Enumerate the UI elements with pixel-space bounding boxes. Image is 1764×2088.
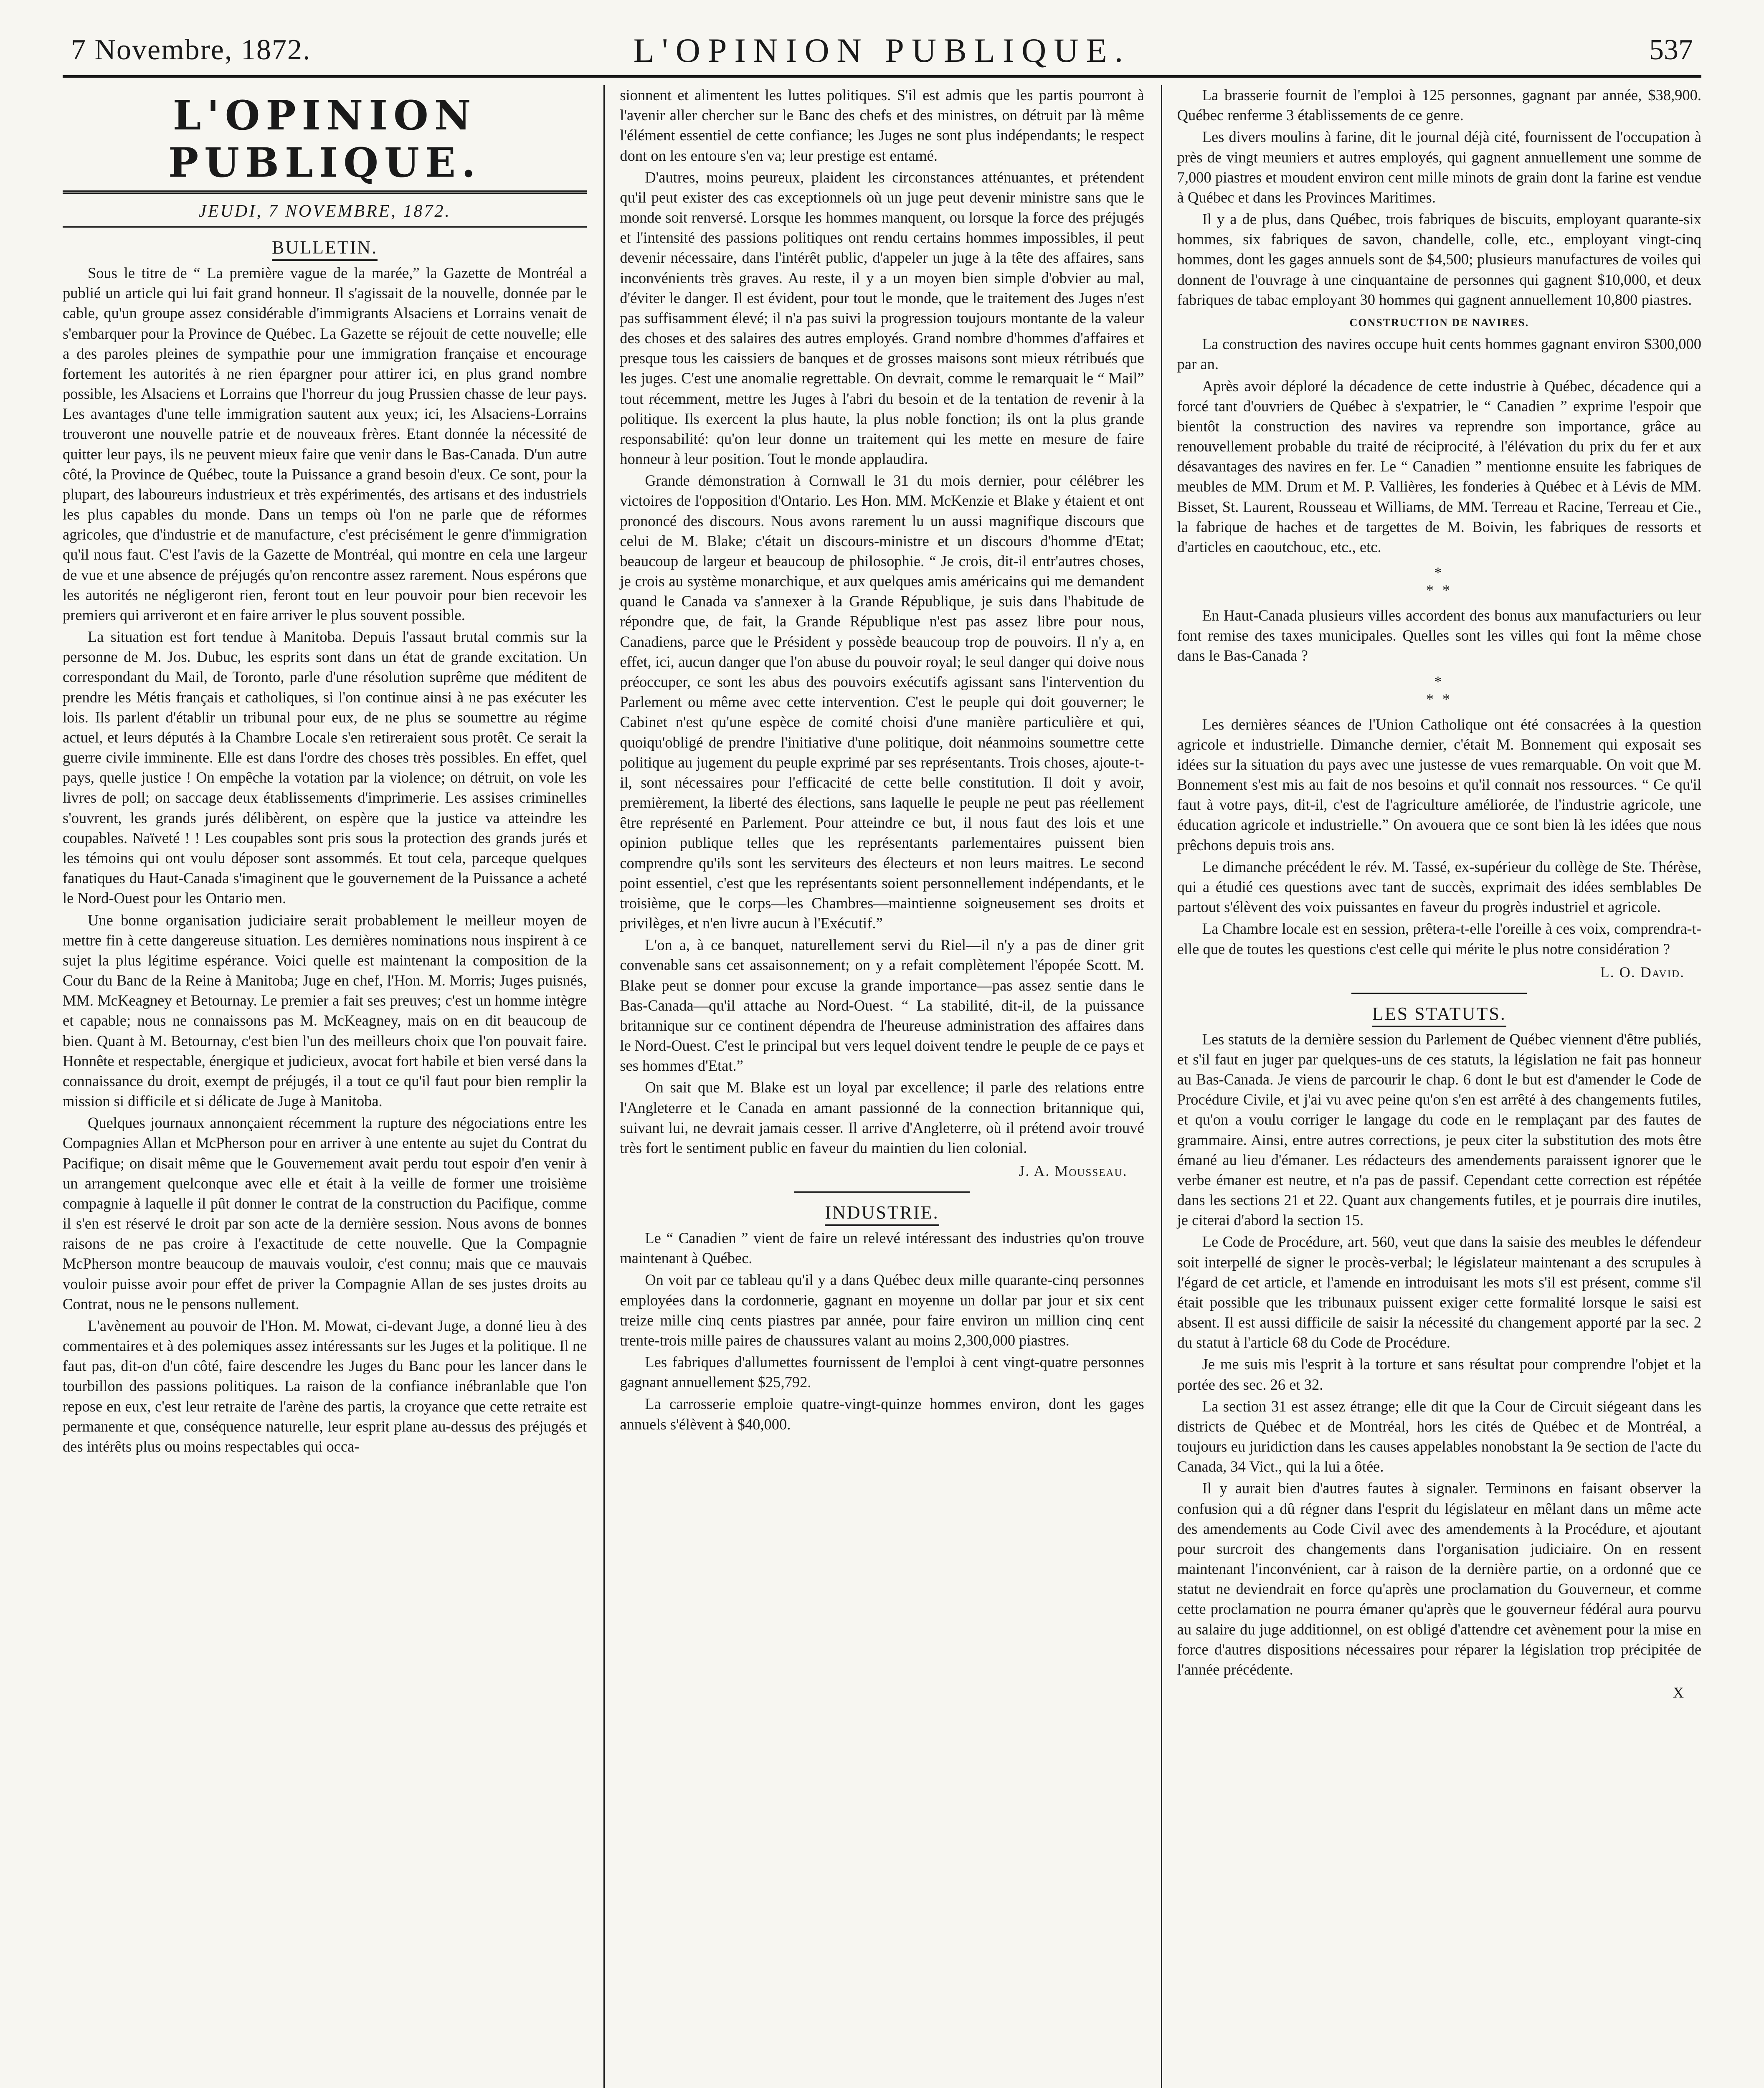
statuts-paragraph: Les statuts de la dernière session du Parlement de Québec viennent d'être publiés, et s'il faut en juger par quelques-uns de ces statuts, la législation ne fait pas honneur au Bas-Canada. Je viens de parcourir le chap. 6 dont le but est d'amender le Code de Procédure Civile, et j'ai vu avec peine qu'on s'en est arrêté à des changements futiles, et qu'on a voulu corriger le langage du code en le remplaçant par des fautes de grammaire. Ainsi, entre autres corrections, je peux citer la substitution des mots être émané au lieu d'émaner. Les rédacteurs des amendements paraissent ignorer que le verbe émaner est neutre, et n'a pas de passif. Cependant cette correction est répétée dans les sections 21 et 22. Quant aux changements futiles, et je pourrais dire inutiles, je citerai d'abord la section 15. xyxy=(1177,1030,1701,1229)
statuts-paragraph: Je me suis mis l'esprit à la torture et sans résultat pour comprendre l'objet et la portée des sec. 26 et 32. xyxy=(1177,1356,1701,1393)
section-divider xyxy=(794,1191,970,1193)
statuts-paragraph: Il y aurait bien d'autres fautes à signaler. Terminons en faisant observer la confusion qui a dû régner dans l'esprit du législateur en mêlant dans un même acte des amendements au Code Civil avec des amendements à la Procédure, et ajoutant pour surcroit des changements dans l'organisation judiciaire. On en ressent maintenant l'inconvénient, car à raison de la dernière partie, on a ordonné que ce statut ne deviendrait en force qu'après une proclamation du Gouverneur, et comme cette proclamation ne pourra émaner qu'après que le gouverneur fédéral aura pourvu au salaire du juge additionnel, on est obligé d'attendre cet avènement pour la mise en force d'autres dispositions nécessaires pour réparer la législation trop précipitée de l'année précédente. xyxy=(1177,1480,1701,1678)
section-divider xyxy=(1351,993,1527,994)
construction-subheading: CONSTRUCTION DE NAVIRES. xyxy=(1349,316,1529,329)
industrie-paragraph: Les dernières séances de l'Union Catholique ont été consacrées à la question agricole et industrielle. Dimanche dernier, c'était M. Bonnement qui exposait ses idées sur la situation du pays avec une justesse de vues remarquable. On voit que M. Bonnement s'est mis au fait de nos besoins et qu'il connait nos ressources. “ Ce qu'il faut à votre pays, dit-il, c'est de l'agriculture améliorée, de l'industrie agricole, une éducation agricole et industrielle.” On avouera que ce sont bien là les idées que nous prêchons depuis trois ans. xyxy=(1177,715,1701,854)
running-title: L'OPINION PUBLIQUE. xyxy=(633,31,1131,69)
asterism-divider: * * * xyxy=(1426,564,1452,599)
column-2 xyxy=(603,85,1144,2088)
industrie-paragraph: Le “ Canadien ” vient de faire un relevé intéressant des industries qu'on trouve maintenant à Québec. xyxy=(620,1229,1144,1267)
industrie-paragraph: Les fabriques d'allumettes fournissent de l'emploi à cent vingt-quatre personnes gagnant annuellement $25,792. xyxy=(620,1353,1144,1391)
bulletin-paragraph: Une bonne organisation judiciaire serait probablement le meilleur moyen de mettre fin à cette dangereuse situation. Les dernières nominations nous inspirent à ce sujet la plus légitime espérance. Voici quelle est maintenant la composition de la Cour du Banc de la Reine à Manitoba; Juge en chef, l'Hon. M. Morris; Juges puisnés, MM. McKeagney et Betournay. Le premier a fait ses preuves; c'est un homme intègre et capable; nous ne connaissons pas M. McKeagney, mais on en dit beaucoup de bien. Quant à M. Betournay, c'est bien l'un des meilleurs choix que l'on pouvait faire. Honnête et respectable, énergique et judicieux, avocat fort habile et bien versé dans la connaissance du droit, exempt de préjugés, il a tout ce qu'il faut pour bien remplir la mission si difficile et si délicate de Juge à Manitoba. xyxy=(63,911,587,1110)
page-number: 537 xyxy=(1649,34,1693,66)
columns xyxy=(63,85,1701,2088)
industrie-paragraph: Il y a de plus, dans Québec, trois fabriques de biscuits, employant quarante-six hommes, six fabriques de savon, chandelle, colle, etc., employant vingt-cinq hommes, dont les gages annuels sont de $4,500; plusieurs manufactures de voiles qui donnent de l'ouvrage à une cinquantaine de personnes qui gagnent $10,000, et deux fabriques de tabac employant 30 hommes qui gagnent annuellement 10,800 piastres. xyxy=(1177,210,1701,308)
industrie-paragraph: La carrosserie emploie quatre-vingt-quinze hommes environ, dont les gages annuels s'élèvent à $40,000. xyxy=(620,1395,1144,1433)
bulletin-title: BULLETIN. xyxy=(63,237,587,258)
bulletin-signature: J. A. Mousseau. xyxy=(1019,1163,1128,1180)
statuts-paragraph: La section 31 est assez étrange; elle dit que la Cour de Circuit siégeant dans les districts de Québec et de Montréal, hors les cités de Québec et de Montréal, a toujours eu juridiction dans les causes appelables nonobstant la 9e section de l'acte du Canada, 34 Vict., qui la lui a ôtée. xyxy=(1177,1397,1701,1475)
statuts-title: LES STATUTS. xyxy=(1177,1003,1701,1024)
issue-date: 7 Novembre, 1872. xyxy=(71,34,311,66)
industrie-paragraph: En Haut-Canada plusieurs villes accordent des bonus aux manufacturiers ou leur font remise des taxes municipales. Quelles sont les villes qui font la même chose dans le Bas-Canada ? xyxy=(1177,607,1701,664)
bulletin-paragraph: Grande démonstration à Cornwall le 31 du mois dernier, pour célébrer les victoires de l'opposition d'Ontario. Les Hon. MM. McKenzie et Blake y étaient et ont prononcé des discours. Nous avons rarement lu un aussi magnifique discours que celui de M. Blake; c'était un discours-ministre et un discours d'homme d'Etat; beaucoup de largeur et beaucoup de philosophie. “ Je crois, dit-il entr'autres choses, je crois au système monarchique, et aux quelques amis américains qui me demandent quand le Canada va s'annexer à la Grande République, je suis dans l'habitude de répondre que, de fait, la Grande République n'est pas assez libre pour nous, Canadiens, parce que le Président y possède beaucoup trop de pouvoirs. Il n'y a, en effet, ici, aucun danger que l'on abuse du pouvoir royal; le seul danger qui doive nous préoccuper, ce sont les abus des pouvoirs exécutifs agissant sans l'intervention du Parlement ou même avec cette intervention. C'est le peuple qui doit gouverner; le Cabinet n'est qu'une espèce de comité choisi d'une manière particulière et qui, quoiqu'obligé de prendre l'initiative d'une politique, doit néanmoins soumettre cette politique au jugement du peuple exprimé par ses représentants. Trois choses, ajoute-t-il, sont nécessaires pour l'efficacité de cette belle constitution. Il doit y avoir, premièrement, la liberté des élections, sans laquelle le peuple ne peut pas réellement être représenté en Parlement. Pour atteindre ce but, il nous faut des lois et une opinion publique telles que les représentants parlementaires puissent bien comprendre qu'ils sont les serviteurs des électeurs et non leurs maitres. Le second point essentiel, c'est que les représentants soient personnellement indépendants, et le troisième, que le corps—les Chambres—maintienne soigneusement ses droits et privilèges, et n'en livre aucun à l'Exécutif.” xyxy=(620,472,1144,932)
bulletin-paragraph: Sous le titre de “ La première vague de la marée,” la Gazette de Montréal a publié un article qui lui fait grand honneur. Il s'agissait de la nouvelle, donnée par le cable, qu'un groupe assez considérable d'immigrants Alsaciens et Lorrains venait de s'embarquer pour la Province de Québec. La Gazette se réjouit de cette nouvelle; elle a des paroles pleines de sympathie pour une immigration française et encourage fortement les autorités à ne rien épargner pour attirer ici, en plus grand nombre possible, les Alsaciens et Lorrains que l'horreur du joug Prussien chasse de leur pays. Les avantages d'une telle immigration sautent aux yeux; ici, les Alsaciens-Lorrains trouveront une nouvelle patrie et de nouveaux frères. Etant donnée la nécessité de quitter leur pays, ils ne peuvent mieux faire que venir dans le Bas-Canada. D'un autre côté, la Province de Québec, toute la Puissance a grand besoin d'eux. Ce sont, pour la plupart, des laboureurs industrieux et très expérimentés, des artisans et des industriels les plus capables du monde. Dans un temps où l'on ne parle que de réformes agricoles, que d'industrie et de manufacture, c'est précisément le genre d'immigration qu'il nous faut. C'est l'avis de la Gazette de Montréal, qui montre en cela une largeur de vue et une absence de préjugés qu'on rencontre assez rarement. Nous espérons que les autorités ne négligeront rien, feront tout en leur pouvoir pour bien recevoir les premiers qui arriveront et en faire arriver le plus souvent possible. xyxy=(63,264,587,623)
industrie-paragraph: La brasserie fournit de l'emploi à 125 personnes, gagnant par année, $38,900. Québec renferme 3 établissements de ce genre. xyxy=(1177,86,1701,124)
industrie-signature: L. O. David. xyxy=(1600,963,1685,981)
statuts-signature: X xyxy=(1673,1684,1685,1701)
bulletin-paragraph: On sait que M. Blake est un loyal par excellence; il parle des relations entre l'Angleterre et le Canada en amant passionné de la connection britannique qui, suivant lui, ne devrait jamais cesser. Il arrive d'Angleterre, où il prétend avoir trouvé très fort le sentiment public en faveur du maintien du lien colonial. xyxy=(620,1079,1144,1156)
bulletin-paragraph: La situation est fort tendue à Manitoba. Depuis l'assaut brutal commis sur la personne de M. Jos. Dubuc, les esprits sont dans un état de grande excitation. Un correspondant du Mail, de Toronto, parle d'une résolution suprême que méditent de prendre les Métis français et catholiques, si l'on continue ainsi à ne pas exécuter les lois. Ils parlent d'établir un tribunal pour eux, de ne plus se soumettre au régime actuel, et leurs députés à la Chambre Locale s'en retireraient sous protêt. Ce serait la guerre civile imminente. Elle est dans l'ordre des choses très possibles. En effet, quel pays, quelle justice ! On empêche la votation par la violence; on détruit, on vole les livres de poll; on saccage deux établissements d'imprimerie. Les assises criminelles s'ouvrent, les grands jurés délibèrent, on espère que la justice va atteindre les coupables. Naïveté ! ! Les coupables sont pris sous la protection des grands jurés et les témoins qui ont voulu déposer sont assommés. Et tout cela, parceque quelques fanatiques du Haut-Canada s'imaginent que le gouvernement de la Puissance a acheté le Nord-Ouest pour les Ontario men. xyxy=(63,628,587,907)
dateline: JEUDI, 7 NOVEMBRE, 1872. xyxy=(63,194,587,228)
masthead-title: L'OPINION PUBLIQUE. xyxy=(63,85,587,194)
industrie-paragraph: Après avoir déploré la décadence de cette industrie à Québec, décadence qui a forcé tant d'ouvriers de Québec à s'expatrier, le “ Canadien ” exprime l'espoir que bientôt la construction des navires va reprendre son importance, grâce au renouvellement probable du traité de réciprocité, à l'élévation du prix du fer et aux désavantages des navires en fer. Le “ Canadien ” mentionne ensuite les fabriques de meubles de MM. Drum et M. P. Vallières, les fonderies à Québec et à Lévis de MM. Bisset, St. Laurent, Rousseau et Williams, de MM. Terreau et Racine, Terreau et Cie., la fabrique de haches et de targettes de M. Boivin, les fabriques de ressorts et d'articles en caoutchouc, etc., etc. xyxy=(1177,377,1701,555)
bulletin-paragraph: D'autres, moins peureux, plaident les circonstances atténuantes, et prétendent qu'il peut exister des cas exceptionnels où un juge peut devenir ministre sans que le monde soit renversé. Lorsque les hommes manquent, ou lorsque la force des préjugés et l'intensité des passions politiques ont rendu certains hommes impossibles, il peut devenir nécessaire, dans l'intérêt public, d'appeler un juge à la tête des affaires, sans inconvénients très graves. Au reste, il y a un moyen bien simple d'obvier au mal, d'éviter le danger. Il est évident, pour tout le monde, que le traitement des Juges n'est pas suffisamment élevé; il n'a pas suivi la progression toujours montante de la valeur des choses et des salaires des autres employés. Grand nombre d'hommes d'affaires et presque tous les caissiers de banques et de grosses maisons sont mieux rétribués que les juges. C'est une anomalie regrettable. On devrait, comme le remarquait le “ Mail” tout récemment, mettre les Juges à l'abri du besoin et de la tentation de revenir à la politique. Ils exercent la plus haute, la plus noble fonction; ils ont la plus grande responsabilité: qu'on leur donne un traitement qui les mette en mesure de faire honneur à leur position. Tout le monde applaudira. xyxy=(620,168,1144,468)
industrie-paragraph: La construction des navires occupe huit cents hommes gagnant environ $300,000 par an. xyxy=(1177,335,1701,373)
column-3 xyxy=(1161,85,1701,2088)
industrie-paragraph: La Chambre locale est en session, prêtera-t-elle l'oreille à ces voix, comprendra-t-elle que de toutes les questions c'est celle qui mérite le plus notre considération ? xyxy=(1177,920,1701,958)
industrie-title: INDUSTRIE. xyxy=(620,1202,1144,1223)
bulletin-paragraph: L'on a, à ce banquet, naturellement servi du Riel—il n'y a pas de diner grit convenable sans cet assaisonnement; on y a refait complètement l'épopée Scott. M. Blake peut se donner pour excuse la grande importance—pas assez sentie dans le Bas-Canada—qu'il attache au Nord-Ouest. “ La stabilité, dit-il, de la puissance britannique sur ce continent dépendra de l'heureuse administration des affaires dans le Nord-Ouest. C'est le principal but vers lequel doivent tendre le peuple de ce pays et ses hommes d'Etat.” xyxy=(620,936,1144,1074)
asterism-divider: * * * xyxy=(1426,673,1452,707)
industrie-paragraph: On voit par ce tableau qu'il y a dans Québec deux mille quarante-cinq personnes employées dans la cordonnerie, gagnant en moyenne un dollar par jour et six cent treize mille cinq cents piastres par année, pour faire environ un million cinq cent trente-trois mille paires de chaussures valant au moins 2,300,000 piastres. xyxy=(620,1271,1144,1349)
industrie-paragraph: Les divers moulins à farine, dit le journal déjà cité, fournissent de l'occupation à près de vingt meuniers et autres employés, qui gagnent annuellement une somme de 7,000 piastres et moudent environ cent mille minots de grain dont la farine est vendue à Québec et dans les Provinces Maritimes. xyxy=(1177,128,1701,206)
running-head xyxy=(63,29,1701,78)
industrie-paragraph: Le dimanche précédent le rév. M. Tassé, ex-supérieur du collège de Ste. Thérèse, qui a étudié ces questions avec tant de succès, exprimait des idées semblables De partout s'élèvent des voix puissantes en faveur du progrès industriel et agricole. xyxy=(1177,858,1701,916)
bulletin-paragraph: sionnent et alimentent les luttes politiques. S'il est admis que les partis pourront à l'avenir aller chercher sur le Banc des chefs et des ministres, on détruit par là même l'élément essentiel de cette confiance; les Juges ne sont plus indépendants; le respect dont on les entoure s'en va; leur prestige est entamé. xyxy=(620,86,1144,164)
column-1 xyxy=(63,85,587,2088)
bulletin-paragraph: L'avènement au pouvoir de l'Hon. M. Mowat, ci-devant Juge, a donné lieu à des commentaires et à des polemiques assez intéressants sur les Juges et la politique. Il ne faut pas, dit-on d'un côté, faire descendre les Juges du Banc pour les lancer dans le tourbillon des passions politiques. La raison de la confiance inébranlable que l'on repose en eux, c'est leur retraite de l'arène des partis, la croyance que cette retraite est permanente et que, conséquence naturelle, leur esprit plane au-dessus des préjugés et des intérêts plus ou moins respectables qui occa- xyxy=(63,1317,587,1455)
statuts-paragraph: Le Code de Procédure, art. 560, veut que dans la saisie des meubles le défendeur soit interpellé de signer le procès-verbal; le législateur maintenant a des scrupules à l'égard de cet article, et l'amende en introduisant les mots s'il est présent, comme s'il était possible que les tribunaux puissent exiger cette formalité lorsque le saisi est absent. Il est aussi difficile de saisir la nécessité du changement apporté par la sec. 2 du statut à l'article 68 du Code de Procédure. xyxy=(1177,1233,1701,1351)
bulletin-paragraph: Quelques journaux annonçaient récemment la rupture des négociations entre les Compagnies Allan et McPherson pour en arriver à une entente au sujet du Contrat du Pacifique; on disait même que le Gouvernement avait perdu tout espoir d'en venir à un arrangement quelconque avec elle et était à la veille de former une troisième compagnie à laquelle il pût donner le contrat de la construction du Pacifique, comme il s'en est réservé le droit par son acte de la dernière session. Nous avons de bonnes raisons de ne pas croire à l'exactitude de cette nouvelle. Que la Compagnie McPherson montre beaucoup de mauvais vouloir, c'est connu; mais que ce mauvais vouloir puisse avoir pour effet de priver la Compagnie Allan de ses justes droits au Contrat, nous ne le pensons nullement. xyxy=(63,1114,587,1313)
